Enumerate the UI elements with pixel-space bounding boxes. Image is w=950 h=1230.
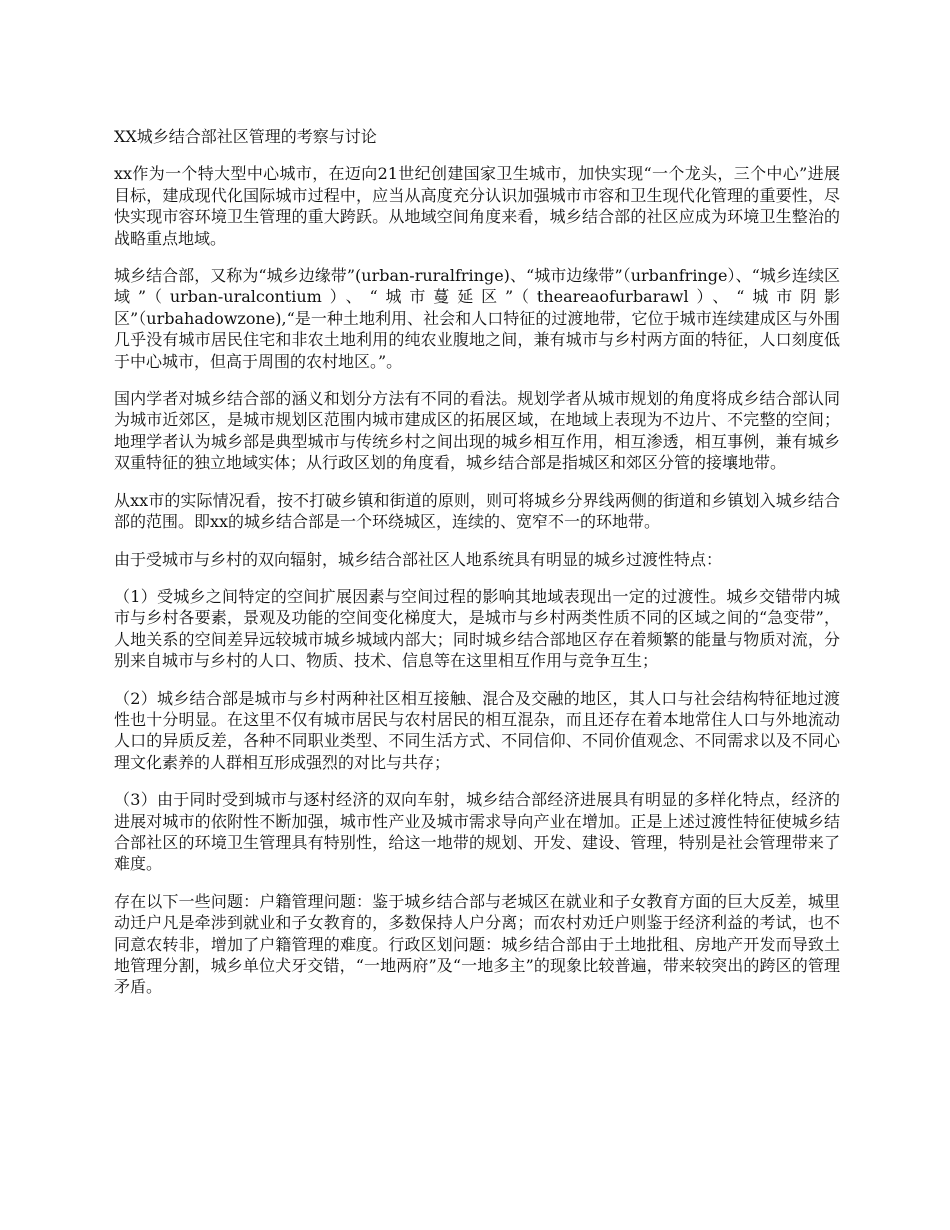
paragraph-point-3: （3）由于同时受到城市与逐村经济的双向车射，城乡结合部经济进展具有明显的多样化特点，经济的进展对城市的依附性不断加强，城市性产业及城市需求导向产业在增加。正是上述过渡性特征使城乡结合部社区的环境卫生管理具有特别性，给这一地带的规划、开发、建设、管理，特别是社会管理带来了难度。 xyxy=(114,790,840,874)
document-page xyxy=(114,126,840,1014)
paragraph-intro: xx作为一个特大型中心城市，在迈向21世纪创建国家卫生城市，加快实现“一个龙头，三个中心”进展目标，建成现代化国际城市过程中，应当从高度充分认识加强城市市容和卫生现代化管理的重要性，尽快实现市容环境卫生管理的重大跨跃。从地域空间角度来看，城乡结合部的社区应成为环境卫生整治的战略重点地域。 xyxy=(114,164,840,248)
paragraph-definition: 城乡结合部，又称为“城乡边缘带”(urban-ruralfringe)、“城市边缘带”（urbanfringe）、“城乡连续区域”（urban-uralcontium）、“城市蔓延区”（theareaofurbarawl）、“城市阴影区”（urbahadowzone),“是一种土地利用、社会和人口特征的过渡地带，它位于城市连续建成区与外围几乎没有城市居民住宅和非农土地利用的纯农业腹地之间，兼有城市与乡村两方面的特征，人口刻度低于中心城市，但高于周围的农村地区。”。 xyxy=(114,266,840,371)
paragraph-point-2: （2）城乡结合部是城市与乡村两种社区相互接触、混合及交融的地区，其人口与社会结构特征地过渡性也十分明显。在这里不仅有城市居民与农村居民的相互混杂，而且还存在着本地常住人口与外地流动人口的异质反差，各种不同职业类型、不同生活方式、不同信仰、不同价值观念、不同需求以及不同心理文化素养的人群相互形成强烈的对比与共存； xyxy=(114,688,840,772)
document-title: XX城乡结合部社区管理的考察与讨论 xyxy=(114,127,377,146)
paragraph-domestic-views: 国内学者对城乡结合部的涵义和划分方法有不同的看法。规划学者从城市规划的角度将成乡结合部认同为城市近郊区，是城市规划区范围内城市建成区的拓展区域，在地域上表现为不边片、不完整的空间；地理学者认为城乡部是典型城市与传统乡村之间出现的城乡相互作用，相互渗透，相互事例，兼有城乡双重特征的独立地域实体；从行政区划的角度看，城乡结合部是指城区和郊区分管的接壤地带。 xyxy=(114,389,840,473)
paragraph-problems: 存在以下一些问题：户籍管理问题：鉴于城乡结合部与老城区在就业和子女教育方面的巨大反差，城里动迁户凡是牵涉到就业和子女教育的，多数保持人户分离；而农村劝迁户则鉴于经济利益的考试，也不同意农转非，增加了户籍管理的难度。行政区划问题：城乡结合部由于土地批租、房地产开发而导致土地管理分割，城乡单位犬牙交错，“一地两府”及“一地多主”的现象比较普遍，带来较突出的跨区的管理矛盾。 xyxy=(114,891,840,997)
paragraph-transition-features: 由于受城市与乡村的双向辐射，城乡结合部社区人地系统具有明显的城乡过渡性特点： xyxy=(114,549,723,569)
paragraph-local-situation: 从xx市的实际情况看，按不打破乡镇和街道的原则，则可将城乡分界线两侧的街道和乡镇划入城乡结合部的范围。即xx的城乡结合部是一个环绕城区，连续的、宽窄不一的环地带。 xyxy=(114,490,840,532)
paragraph-point-1: （1）受城乡之间特定的空间扩展因素与空间过程的影响其地域表现出一定的过渡性。城乡交错带内城市与乡村各要素，景观及功能的空间变化梯度大，是城市与乡村两类性质不同的区域之间的“急变带”，人地关系的空间差异远较城市城乡城域内部大；同时城乡结合部地区存在着频繁的能量与物质对流，分别来自城市与乡村的人口、物质、技术、信息等在这里相互作用与竞争互生； xyxy=(114,586,840,671)
